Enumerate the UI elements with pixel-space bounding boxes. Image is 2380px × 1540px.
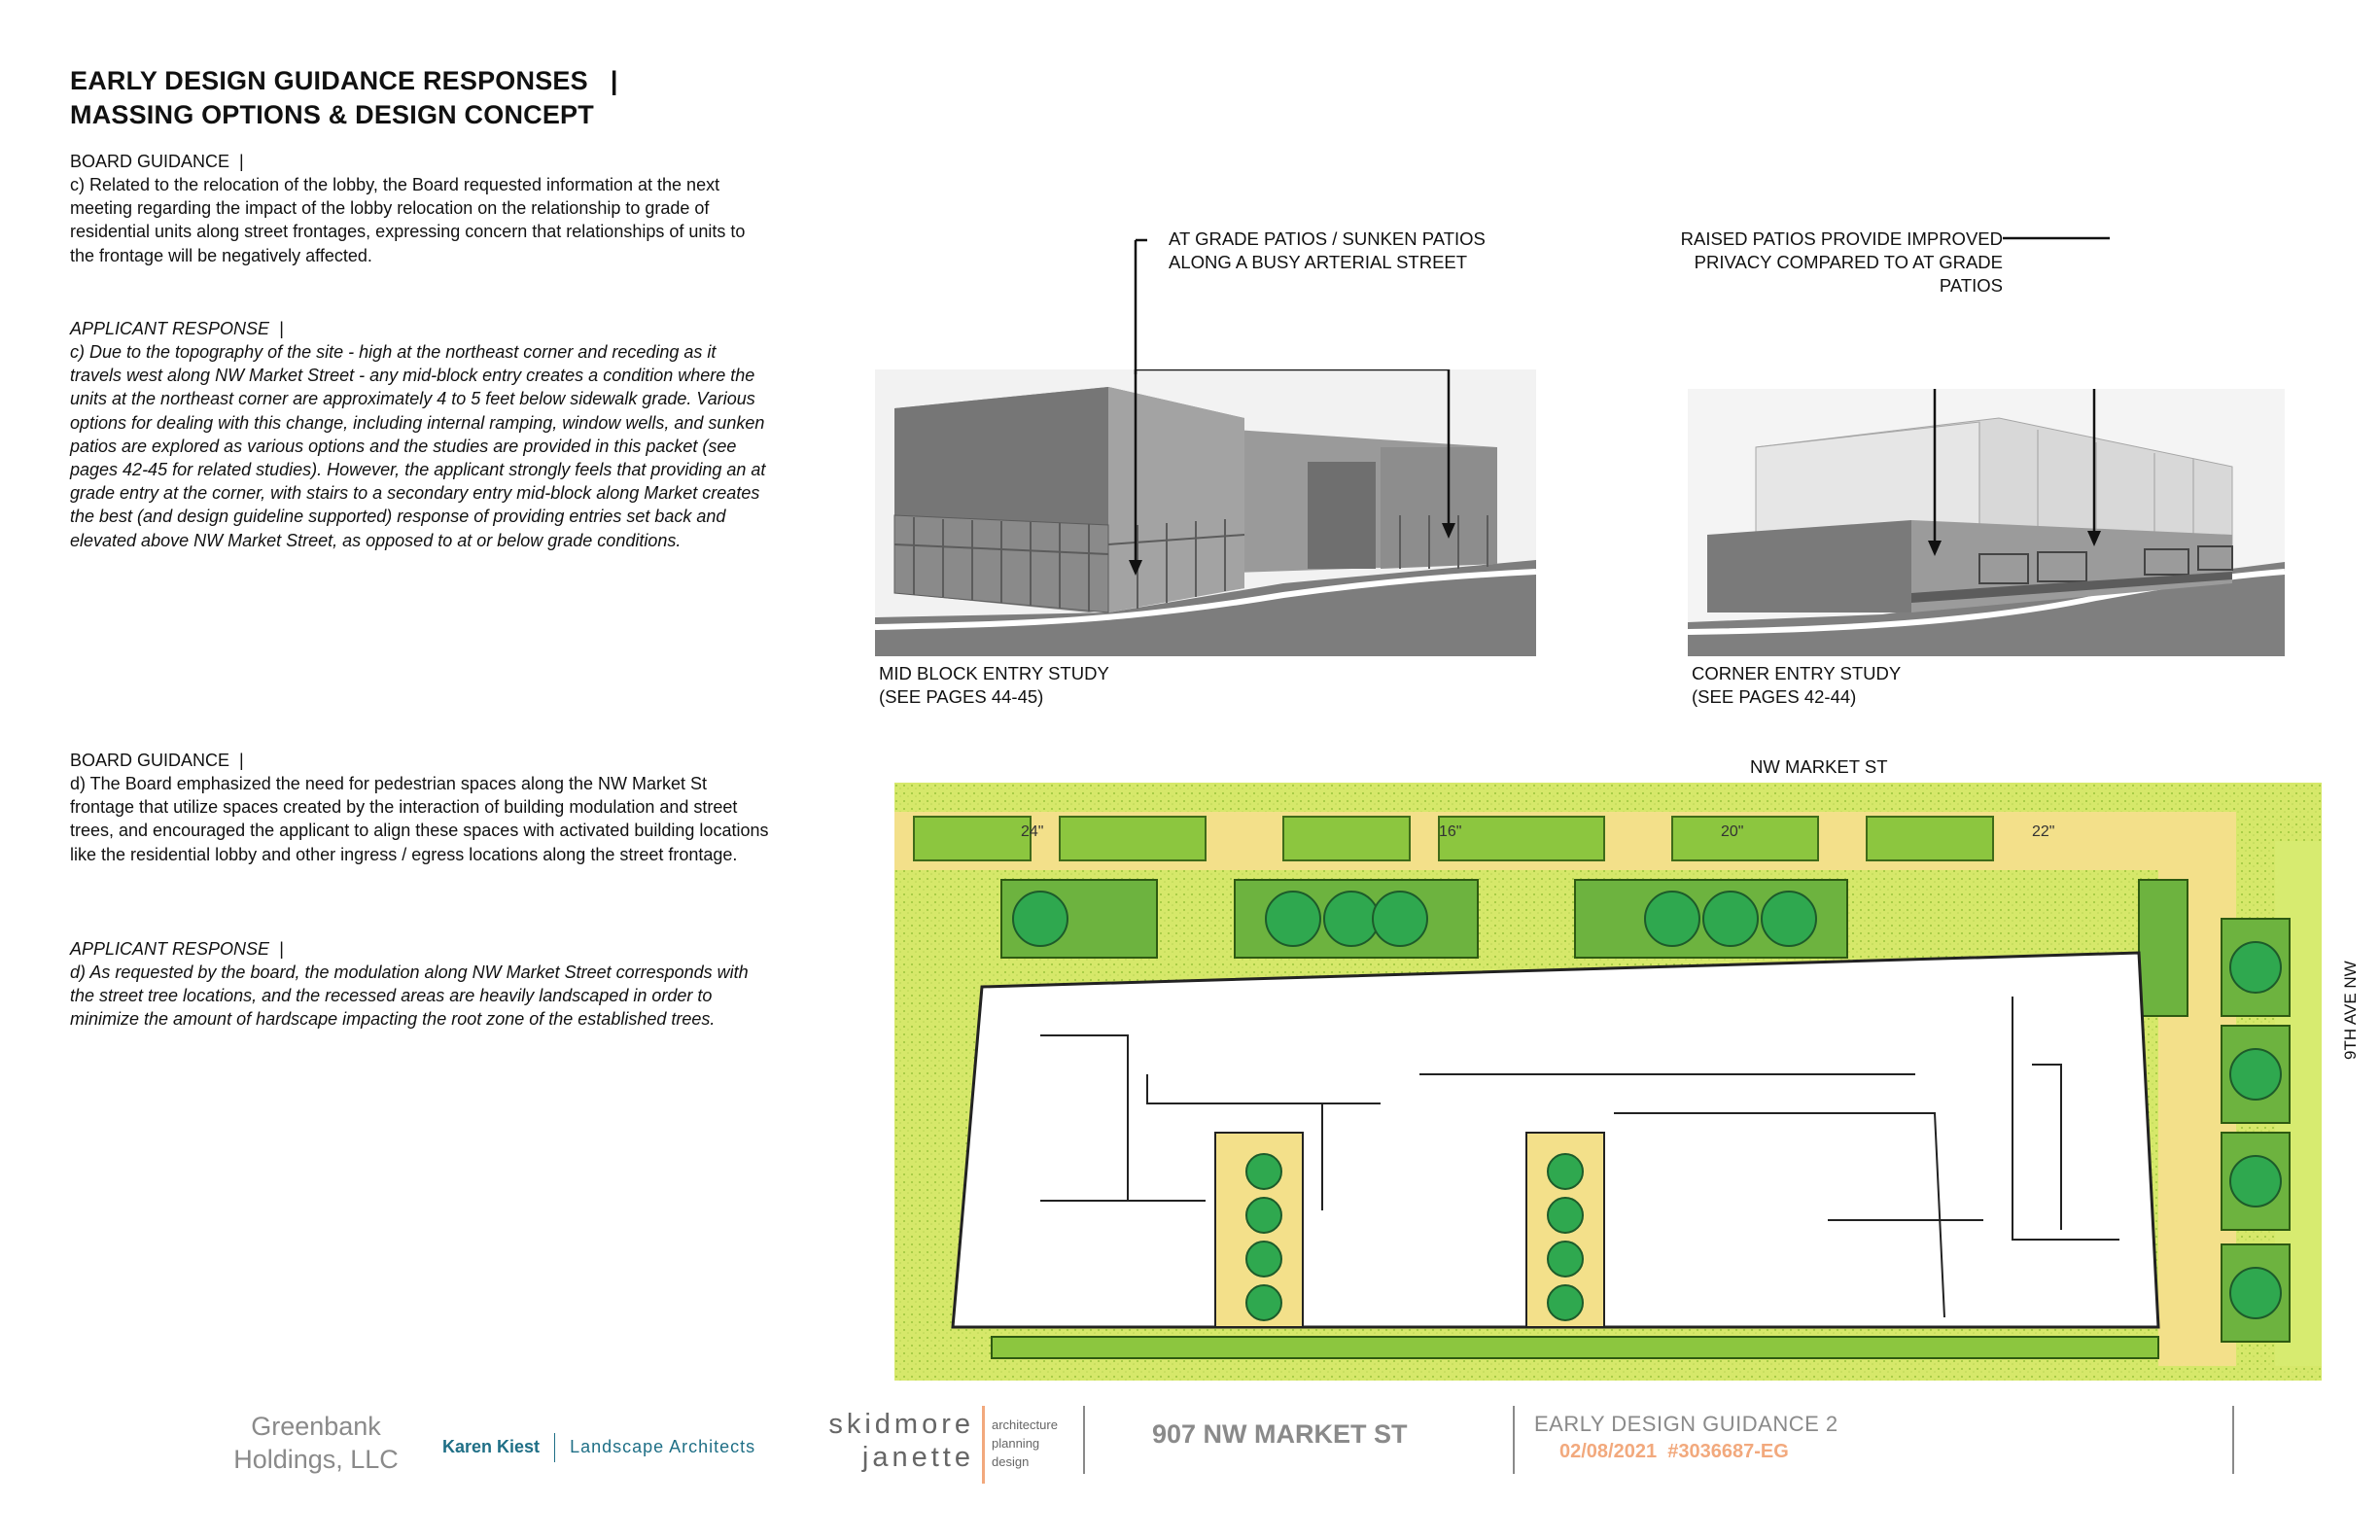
- phase-label: EARLY DESIGN GUIDANCE 2: [1534, 1412, 1838, 1436]
- section-heading: APPLICANT RESPONSE |: [70, 319, 284, 338]
- page-title-line2: MASSING OPTIONS & DESIGN CONCEPT: [70, 100, 594, 129]
- footer-divider: [1513, 1406, 1515, 1474]
- landscape-architect-name: Karen Kiest: [442, 1436, 541, 1456]
- landscape-architect-logo: [442, 1433, 755, 1462]
- section-board-guidance-c: [70, 150, 770, 267]
- mid-block-entry-rendering: [875, 369, 1536, 656]
- project-address: 907 NW MARKET ST: [1152, 1419, 1408, 1449]
- tree-size-label: 22": [2032, 823, 2055, 840]
- tree-size-label: 24": [1021, 823, 1044, 840]
- architect-services: [992, 1416, 1058, 1471]
- section-applicant-response-d: [70, 937, 770, 1032]
- tree-size-label: 16": [1439, 823, 1462, 840]
- architect-name-line1: skidmore: [828, 1409, 974, 1440]
- street-label-north: NW MARKET ST: [1750, 756, 1888, 777]
- street-label-east: 9TH AVE NW: [2341, 961, 2360, 1060]
- landscape-architect-role: Landscape Architects: [570, 1436, 756, 1456]
- mid-leader-line: [1128, 238, 1147, 374]
- architect-service: planning: [992, 1436, 1040, 1451]
- mid-block-callout: AT GRADE PATIOS / SUNKEN PATIOS ALONG A BUSY ARTERIAL STREET: [1169, 228, 1486, 272]
- architect-name-line2: janette: [861, 1442, 974, 1473]
- mid-block-caption-title: MID BLOCK ENTRY STUDY: [879, 663, 1109, 683]
- corner-callout: RAISED PATIOS PROVIDE IMPROVED PRIVACY COMPARED TO AT GRADE PATIOS: [1680, 228, 2003, 296]
- section-body: d) The Board emphasized the need for pedestrian spaces along the NW Market St frontage that utilize spaces created by the interaction of building modulation and street trees, and encouraged the applicant to align these spaces with activated building locations like the residential lobby and other ingress / egress locations along the street frontage.: [70, 774, 769, 864]
- submission-date: 02/08/2021: [1559, 1441, 1658, 1462]
- footer-divider: [2232, 1406, 2234, 1474]
- section-applicant-response-c: [70, 317, 770, 552]
- architect-service: architecture: [992, 1418, 1058, 1432]
- section-body: c) Due to the topography of the site - high at the northeast corner and receding as it travels west along NW Market Street - any mid-block entry creates a condition where the units at the northeast corner are approximately 4 to 5 feet below sidewalk grade. Various options for dealing with this change, including internal ramping, window wells, and sunken patios are explored as various options and the studies are provided in this packet (see pages 42-45 for related studies). However, the applicant strongly feels that providing an at grade entry at the corner, with stairs to a secondary entry mid-block along Market creates the best (and design guideline supported) response of providing entries set back and elevated above NW Market Street, as opposed to at or below grade conditions.: [70, 342, 766, 550]
- corner-leader-line: [2003, 233, 2110, 243]
- mid-block-caption-pages: (SEE PAGES 44-45): [879, 686, 1044, 707]
- owner-name-line1: Greenbank: [251, 1412, 381, 1441]
- page-title-line1: EARLY DESIGN GUIDANCE RESPONSES |: [70, 66, 618, 95]
- section-heading: BOARD GUIDANCE |: [70, 751, 244, 770]
- corner-entry-rendering: [1688, 389, 2285, 656]
- architect-service: design: [992, 1454, 1030, 1469]
- owner-name-line2: Holdings, LLC: [233, 1445, 399, 1474]
- architect-logo: [828, 1408, 974, 1474]
- mid-block-caption: [879, 662, 1109, 709]
- logo-divider: [554, 1433, 555, 1462]
- architect-logo-accent: [982, 1406, 985, 1484]
- date-project-number: [1559, 1441, 1789, 1463]
- corner-caption: [1692, 662, 1901, 709]
- tree-size-label: 20": [1721, 823, 1744, 840]
- section-heading: BOARD GUIDANCE |: [70, 152, 244, 171]
- owner-logo: [224, 1410, 408, 1476]
- page-title: [70, 64, 618, 132]
- section-heading: APPLICANT RESPONSE |: [70, 939, 284, 959]
- section-body: c) Related to the relocation of the lobby, the Board requested information at the next meeting regarding the impact of the lobby relocation on the relationship to grade of residential units along street frontages, expressing concern that relationships of units to the frontage will be negatively affected.: [70, 175, 746, 265]
- section-body: d) As requested by the board, the modulation along NW Market Street corresponds with the street tree locations, and the recessed areas are heavily landscaped in order to minimize the amount of hardscape impacting the root zone of the established trees.: [70, 962, 749, 1030]
- corner-caption-title: CORNER ENTRY STUDY: [1692, 663, 1902, 683]
- corner-caption-pages: (SEE PAGES 42-44): [1692, 686, 1857, 707]
- footer-divider: [1083, 1406, 1085, 1474]
- landscape-site-plan: [894, 783, 2322, 1381]
- section-board-guidance-d: [70, 749, 770, 866]
- project-number: #3036687-EG: [1667, 1441, 1789, 1462]
